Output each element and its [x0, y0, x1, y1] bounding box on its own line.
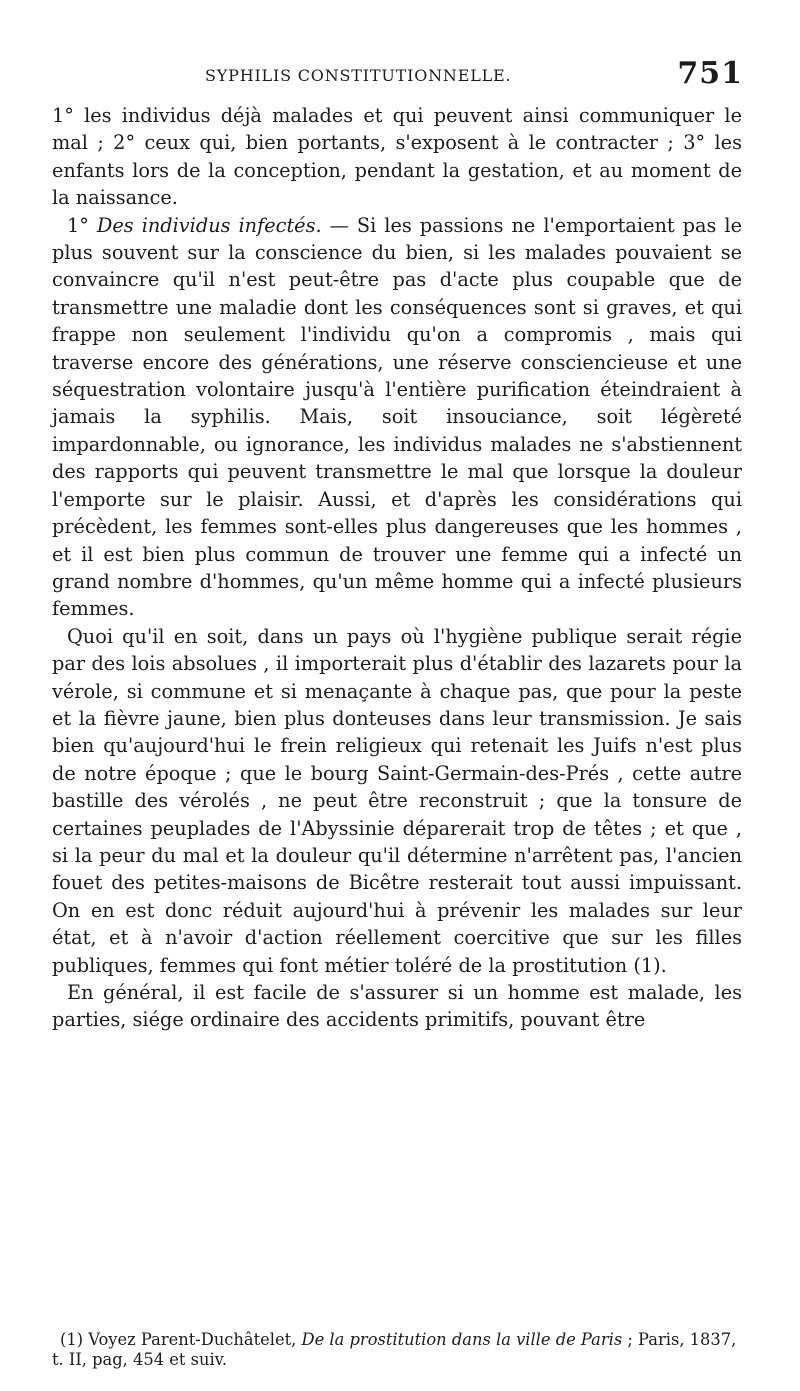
paragraph-4: [52, 979, 742, 1034]
running-title: SYPHILIS CONSTITUTIONNELLE.: [205, 66, 512, 85]
paragraph-2: [52, 212, 742, 623]
footnote-prefix: (1) Voyez Parent-Duchâtelet,: [60, 1330, 302, 1349]
page-header: [195, 56, 743, 96]
paragraph-1: 1° les individus déjà malades et qui peuvent ainsi communiquer le mal ; 2° ceux qui, bien portants, s'exposent à le contracter ; 3° les enfants lors de la conception, pendant la gestation, et au moment de la naissance.: [52, 104, 742, 210]
paragraph-3-text: Quoi qu'il en soit, dans un pays où l'hygiène publique serait régie par des lois absolues , il importerait plus d'établir des lazarets pour la vérole, si commune et si menaçante à chaque pas, que pour la peste et la fièvre jaune, bien plus donteuses dans leur transmission. Je sais bien qu'aujourd'hui le frein religieux qui retenait les Juifs n'est plus de notre époque ; que le bourg Saint-Germain-des-Prés , cette autre bastille des vérolés , ne peut être reconstruit ; que la tonsure de certaines peuplades de l'Abyssinie déparerait trop de têtes ; et que , si la peur du mal et la douleur qu'il détermine n'arrêtent pas, l'ancien fouet des petites-maisons de Bicêtre resterait tout aussi impuissant. On en est donc réduit aujourd'hui à prévenir les malades sur leur état, et à n'avoir d'action réellement coercitive que sur les filles publiques, femmes qui font métier toléré de la prostitution (1).: [52, 624, 742, 977]
footnote-text: [52, 1330, 742, 1370]
paragraph-2-lead: 1°: [67, 213, 97, 237]
body-text: [52, 102, 742, 1034]
footnote-title: De la prostitution dans la ville de Paris: [301, 1330, 623, 1349]
paragraph-2-text: — Si les passions ne l'emportaient pas le plus souvent sur la conscience du bien, si les malades pouvaient se convaincre qu'il n'est peut-être pas d'acte plus coupable que de transmettre une maladie dont les conséquences sont si graves, et qui frappe non seulement l'individu qu'on a compromis , mais qui traverse encore des générations, une réserve consciencieuse et une séquestration volontaire jusqu'à l'entière purification éteindraient à jamais la syphilis. Mais, soit insouciance, soit légèreté impardonnable, ou ignorance, les individus malades ne s'abstiennent des rapports qui peuvent transmettre le mal que lorsque la douleur l'emporte sur le plaisir. Aussi, et d'après les considérations qui précèdent, les femmes sont-elles plus dangereuses que les hommes , et il est bien plus commun de trouver une femme qui a infecté un grand nombre d'hommes, qu'un même homme qui a infecté plusieurs femmes.: [52, 213, 742, 621]
page-number: 751: [677, 56, 743, 91]
paragraph-3: [52, 623, 742, 979]
section-heading-infected: Des individus infectés.: [96, 213, 322, 237]
paragraph-4-text: En général, il est facile de s'assurer si un homme est malade, les parties, siége ordinaire des accidents primitifs, pouvant être: [52, 981, 742, 1032]
footnote-suffix: ; Paris, 1837, t. II, pag, 454 et suiv.: [52, 1330, 737, 1369]
footnote: [52, 1330, 742, 1370]
